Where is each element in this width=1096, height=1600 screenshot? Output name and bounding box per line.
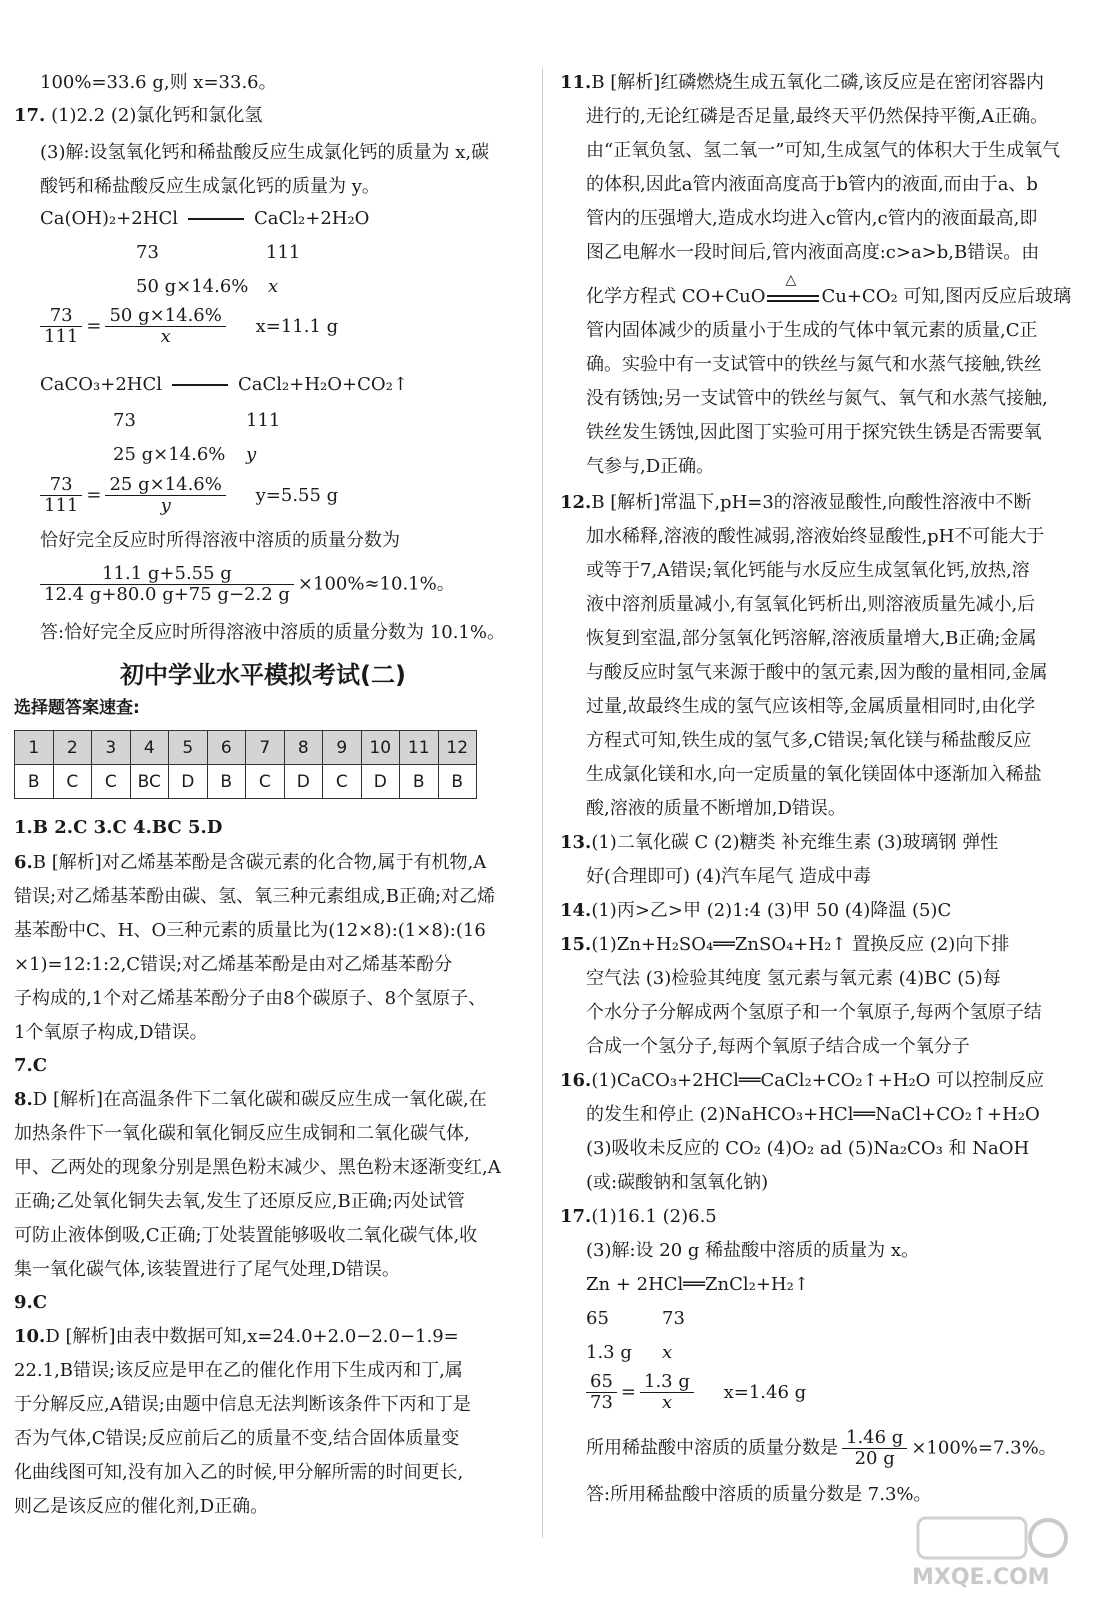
- result: x=1.46 g: [723, 1381, 807, 1403]
- answer-cell: B: [15, 765, 54, 799]
- question-number: 17.: [560, 1206, 592, 1227]
- result: ×100%=7.3%。: [911, 1437, 1057, 1459]
- analysis-text: 1个氧原子构成,D错误。: [14, 1022, 208, 1043]
- answer-cell: C: [246, 765, 285, 799]
- question-number: 11.: [560, 72, 592, 93]
- question-number: 12.: [560, 492, 592, 513]
- solution-text: 所用稀盐酸中溶质的质量分数是: [586, 1437, 838, 1459]
- answer-text: 好(合理即可) (4)汽车尾气 造成中毒: [586, 866, 871, 887]
- prev-answer-tail: 100%=33.6 g,则 x=33.6。: [40, 72, 277, 93]
- percent-calc: [40, 564, 455, 605]
- answer-cell: D: [361, 765, 400, 799]
- analysis-text: 加热条件下一氧化碳和氧化铜反应生成铜和二氧化碳气体,: [14, 1123, 470, 1144]
- question-number-cell: 12: [438, 731, 477, 765]
- q14-line: [560, 898, 951, 924]
- q17-line: [14, 103, 262, 129]
- analysis-text: 过量,故最终生成的氢气应该相等,金属质量相同时,由化学: [586, 696, 1036, 717]
- unknown: x: [662, 1342, 673, 1363]
- unknown: y: [246, 444, 257, 465]
- q10-line: [14, 1324, 459, 1350]
- molar-mass: 73: [113, 410, 136, 431]
- exam-title: 初中学业水平模拟考试(二): [120, 661, 406, 689]
- answer-cell: C: [323, 765, 362, 799]
- answer-cell: C: [53, 765, 92, 799]
- analysis-text-equation: [586, 272, 1072, 310]
- solution-text: 恰好完全反应时所得溶液中溶质的质量分数为: [40, 530, 400, 551]
- equals-bar: [188, 218, 244, 220]
- answer-7: 7.C: [14, 1055, 48, 1076]
- analysis-text: 或等于7,A错误;氧化钙能与水反应生成氢氧化钙,放热,溶: [586, 560, 1030, 581]
- analysis-text: 酸,溶液的质量不断增加,D错误。: [586, 798, 846, 819]
- watermark-text: MXQE.COM: [912, 1565, 1050, 1590]
- heat-icon: △: [785, 272, 797, 288]
- quick-answer-label: 选择题答案速查:: [14, 698, 140, 718]
- answer-text: (1)16.1 (2)6.5: [591, 1206, 717, 1227]
- analysis-text: B [解析]红磷燃烧生成五氧化二磷,该反应是在密闭容器内: [591, 72, 1045, 93]
- analysis-text: 图乙电解水一段时间后,管内液面高度:c>a>b,B错误。由: [586, 242, 1040, 263]
- analysis-text: 正确;乙处氧化铜失去氧,发生了还原反应,B正确;丙处试管: [14, 1191, 465, 1212]
- fraction: $\frac{11.1 g+5.55 g}{12.4 g+80.0 g+75 g-2.2 g}$: [40, 564, 294, 605]
- answer-text: (或:碳酸钠和氢氧化钠): [586, 1172, 769, 1193]
- result: ×100%≈10.1%。: [297, 573, 455, 595]
- answer-cell: BC: [130, 765, 169, 799]
- answer-table-header: [15, 731, 477, 765]
- answer-table-row: [15, 765, 477, 799]
- answer-cell: B: [207, 765, 246, 799]
- answer-text: (1)Zn+H₂SO₄══ZnSO₄+H₂↑ 置换反应 (2)向下排: [591, 934, 1010, 955]
- analysis-text: 与酸反应时氢气来源于酸中的氢元素,因为酸的量相同,金属: [586, 662, 1048, 683]
- given-mass: 1.3 g: [586, 1342, 632, 1363]
- answer-cell: D: [284, 765, 323, 799]
- question-number-cell: 3: [92, 731, 131, 765]
- analysis-text: 进行的,无论红磷是否足量,最终天平仍然保持平衡,A正确。: [586, 106, 1049, 127]
- molar-mass: 111: [266, 242, 301, 263]
- fraction: $\frac{73}{111}$: [40, 475, 82, 516]
- analysis-text: D [解析]由表中数据可知,x=24.0+2.0−2.0−1.9=: [45, 1326, 459, 1347]
- analysis-text: B [解析]常温下,pH=3的溶液显酸性,向酸性溶液中不断: [591, 492, 1032, 513]
- answer-cell: B: [438, 765, 477, 799]
- molar-mass: 65: [586, 1308, 609, 1329]
- question-number: 14.: [560, 900, 592, 921]
- q17-answer: (1)2.2 (2)氯化钙和氯化氢: [51, 105, 263, 126]
- analysis-text: 的体积,因此a管内液面高度高于b管内的液面,而由于a、b: [586, 174, 1038, 195]
- analysis-text: 恢复到室温,部分氢氧化钙溶解,溶液质量增大,B正确;金属: [586, 628, 1037, 649]
- column-divider: [542, 68, 543, 1538]
- answers-1-5: 1.B 2.C 3.C 4.BC 5.D: [14, 817, 223, 838]
- question-number-cell: 4: [130, 731, 169, 765]
- question-number: 13.: [560, 832, 592, 853]
- eq-reactants: Ca(OH)₂+2HCl: [40, 208, 178, 229]
- fraction: $\frac{1.3 g}{x}$: [640, 1372, 694, 1413]
- eq-reactants: CaCO₃+2HCl: [40, 374, 163, 395]
- question-number-cell: 1: [15, 731, 54, 765]
- molar-mass: 73: [136, 242, 159, 263]
- answer-text: (1)二氧化碳 C (2)糖类 补充维生素 (3)玻璃钢 弹性: [591, 832, 999, 853]
- question-number: 6.: [14, 852, 33, 873]
- analysis-text: 化学方程式 CO+CuO: [586, 286, 766, 307]
- final-answer: 答:恰好完全反应时所得溶液中溶质的质量分数为 10.1%。: [40, 622, 505, 643]
- question-number-cell: 11: [400, 731, 439, 765]
- answer-text: 的发生和停止 (2)NaHCO₃+HCl══NaCl+CO₂↑+H₂O: [586, 1104, 1040, 1125]
- answer-table: [14, 730, 477, 799]
- q13-line: [560, 830, 998, 856]
- question-number-cell: 8: [284, 731, 323, 765]
- question-number-cell: 6: [207, 731, 246, 765]
- analysis-text: 于分解反应,A错误;由题中信息无法判断该条件下丙和丁是: [14, 1394, 471, 1415]
- eq-products: CaCl₂+H₂O+CO₂↑: [238, 374, 408, 395]
- analysis-text: 错误;对乙烯基苯酚由碳、氢、氧三种元素组成,B正确;对乙烯: [14, 886, 496, 907]
- analysis-text: D [解析]在高温条件下二氧化碳和碳反应生成一氧化碳,在: [32, 1089, 487, 1110]
- molar-mass: 73: [662, 1308, 685, 1329]
- answer-cell: B: [400, 765, 439, 799]
- analysis-text: 22.1,B错误;该反应是甲在乙的催化作用下生成丙和丁,属: [14, 1360, 463, 1381]
- molar-mass: 111: [246, 410, 281, 431]
- proportion-2: $\frac{73}{111}$ = $\frac{25 g\times 14.6\%}{y}$ y=5.55 g: [40, 475, 338, 516]
- analysis-text: 甲、乙两处的现象分别是黑色粉末减少、黑色粉末逐渐变红,A: [14, 1157, 501, 1178]
- fraction: $\frac{25 g\times 14.6\%}{y}$: [105, 475, 225, 516]
- analysis-text: 铁丝发生锈蚀,因此图丁实验可用于探究铁生锈是否需要氧: [586, 422, 1042, 443]
- equation-caco3: [40, 372, 408, 398]
- answer-cell: D: [169, 765, 208, 799]
- analysis-text: 化曲线图可知,没有加入乙的时候,甲分解所需的时间更长,: [14, 1462, 464, 1483]
- analysis-text: 基苯酚中C、H、O三种元素的质量比为(12×8):(1×8):(16: [14, 920, 486, 941]
- question-number: 10.: [14, 1326, 46, 1347]
- analysis-text: B [解析]对乙烯基苯酚是含碳元素的化合物,属于有机物,A: [32, 852, 487, 873]
- answer-text: (3)吸收未反应的 CO₂ (4)O₂ ad (5)Na₂CO₃ 和 NaOH: [586, 1138, 1030, 1159]
- analysis-text: 气参与,D正确。: [586, 456, 715, 477]
- analysis-text: Cu+CO₂ 可知,图丙反应后玻璃: [821, 286, 1072, 307]
- question-number-cell: 7: [246, 731, 285, 765]
- answer-9: 9.C: [14, 1292, 48, 1313]
- q17-solution-line: 酸钙和稀盐酸反应生成氯化钙的质量为 y。: [40, 176, 380, 197]
- equals-bar: [172, 384, 228, 386]
- answer-text: 合成一个氢分子,每两个氧原子结合成一个氧分子: [586, 1036, 970, 1057]
- fraction: $\frac{1.46 g}{20 g}$: [842, 1428, 907, 1469]
- analysis-text: 否为气体,C错误;反应前后乙的质量不变,结合固体质量变: [14, 1428, 460, 1449]
- result: y=5.55 g: [255, 484, 339, 506]
- proportion-3: $\frac{65}{73}$ = $\frac{1.3 g}{x}$ x=1.46 g: [586, 1372, 806, 1413]
- result: x=11.1 g: [255, 315, 339, 337]
- analysis-text: 管内固体减少的质量小于生成的气体中氧元素的质量,C正: [586, 320, 1038, 341]
- question-number-cell: 5: [169, 731, 208, 765]
- answer-text: (1)丙>乙>甲 (2)1:4 (3)甲 50 (4)降温 (5)C: [591, 900, 952, 921]
- equation-caoh2: [40, 206, 369, 232]
- answer-text: (1)CaCO₃+2HCl══CaCl₂+CO₂↑+H₂O 可以控制反应: [591, 1070, 1045, 1091]
- final-answer: 答:所用稀盐酸中溶质的质量分数是 7.3%。: [586, 1484, 932, 1505]
- proportion-1: $\frac{73}{111}$ = $\frac{50 g\times 14.6\%}{x}$ x=11.1 g: [40, 306, 338, 347]
- question-number: 15.: [560, 934, 592, 955]
- q16-line: [560, 1068, 1044, 1094]
- analysis-text: 可防止液体倒吸,C正确;丁处装置能够吸收二氧化碳气体,收: [14, 1225, 478, 1246]
- fraction: $\frac{50 g\times 14.6\%}{x}$: [105, 306, 225, 347]
- analysis-text: 方程式可知,铁生成的氢气多,C错误;氧化镁与稀盐酸反应: [586, 730, 1032, 751]
- q17-line: [560, 1204, 717, 1230]
- q17-solution-line: (3)解:设氢氧化钙和稀盐酸反应生成氯化钙的质量为 x,碳: [40, 142, 490, 163]
- solution-text: (3)解:设 20 g 稀盐酸中溶质的质量为 x。: [586, 1240, 920, 1261]
- unknown: x: [268, 276, 279, 297]
- question-number-cell: 9: [323, 731, 362, 765]
- answer-cell: C: [92, 765, 131, 799]
- q11-line: [560, 70, 1044, 96]
- q8-line: [14, 1087, 487, 1113]
- given-mass: 50 g×14.6%: [136, 276, 249, 297]
- analysis-text: 则乙是该反应的催化剂,D正确。: [14, 1496, 269, 1517]
- analysis-text: 集一氧化碳气体,该装置进行了尾气处理,D错误。: [14, 1259, 400, 1280]
- question-number: 8.: [14, 1089, 33, 1110]
- given-mass: 25 g×14.6%: [113, 444, 226, 465]
- analysis-text: 子构成的,1个对乙烯基苯酚分子由8个碳原子、8个氢原子、: [14, 988, 487, 1009]
- analysis-text: 加水稀释,溶液的酸性减弱,溶液始终显酸性,pH不可能大于: [586, 526, 1045, 547]
- analysis-text: 没有锈蚀;另一支试管中的铁丝与氮气、氧气和水蒸气接触,: [586, 388, 1048, 409]
- analysis-text: 确。实验中有一支试管中的铁丝与氮气和水蒸气接触,铁丝: [586, 354, 1042, 375]
- question-number-cell: 10: [361, 731, 400, 765]
- analysis-text: 生成氯化镁和水,向一定质量的氧化镁固体中逐渐加入稀盐: [586, 764, 1042, 785]
- question-number: 16.: [560, 1070, 592, 1091]
- analysis-text: 液中溶剂质量减小,有氢氧化钙析出,则溶液质量先减小,后: [586, 594, 1036, 615]
- analysis-text: ×1)=12:1:2,C错误;对乙烯基苯酚是由对乙烯基苯酚分: [14, 954, 453, 975]
- q12-line: [560, 490, 1032, 516]
- q6-line: [14, 850, 486, 876]
- equation-zn: Zn + 2HCl══ZnCl₂+H₂↑: [586, 1274, 809, 1295]
- question-number-cell: 2: [53, 731, 92, 765]
- watermark-logo: [900, 1510, 1070, 1590]
- answer-text: 个水分子分解成两个氢原子和一个氧原子,每两个氢原子结: [586, 1002, 1042, 1023]
- heat-condition-arrow: [767, 272, 819, 307]
- q15-line: [560, 932, 1009, 958]
- fraction: $\frac{65}{73}$: [586, 1372, 617, 1413]
- question-number: 17.: [14, 105, 46, 126]
- eq-products: CaCl₂+2H₂O: [253, 208, 370, 229]
- analysis-text: 管内的压强增大,造成水均进入c管内,c管内的液面最高,即: [586, 208, 1038, 229]
- answer-text: 空气法 (3)检验其纯度 氢元素与氧元素 (4)BC (5)每: [586, 968, 1001, 989]
- analysis-text: 由“正氧负氢、氢二氧一”可知,生成氢气的体积大于生成氧气: [586, 140, 1061, 161]
- percent-calc: [586, 1428, 1057, 1469]
- fraction: $\frac{73}{111}$: [40, 306, 82, 347]
